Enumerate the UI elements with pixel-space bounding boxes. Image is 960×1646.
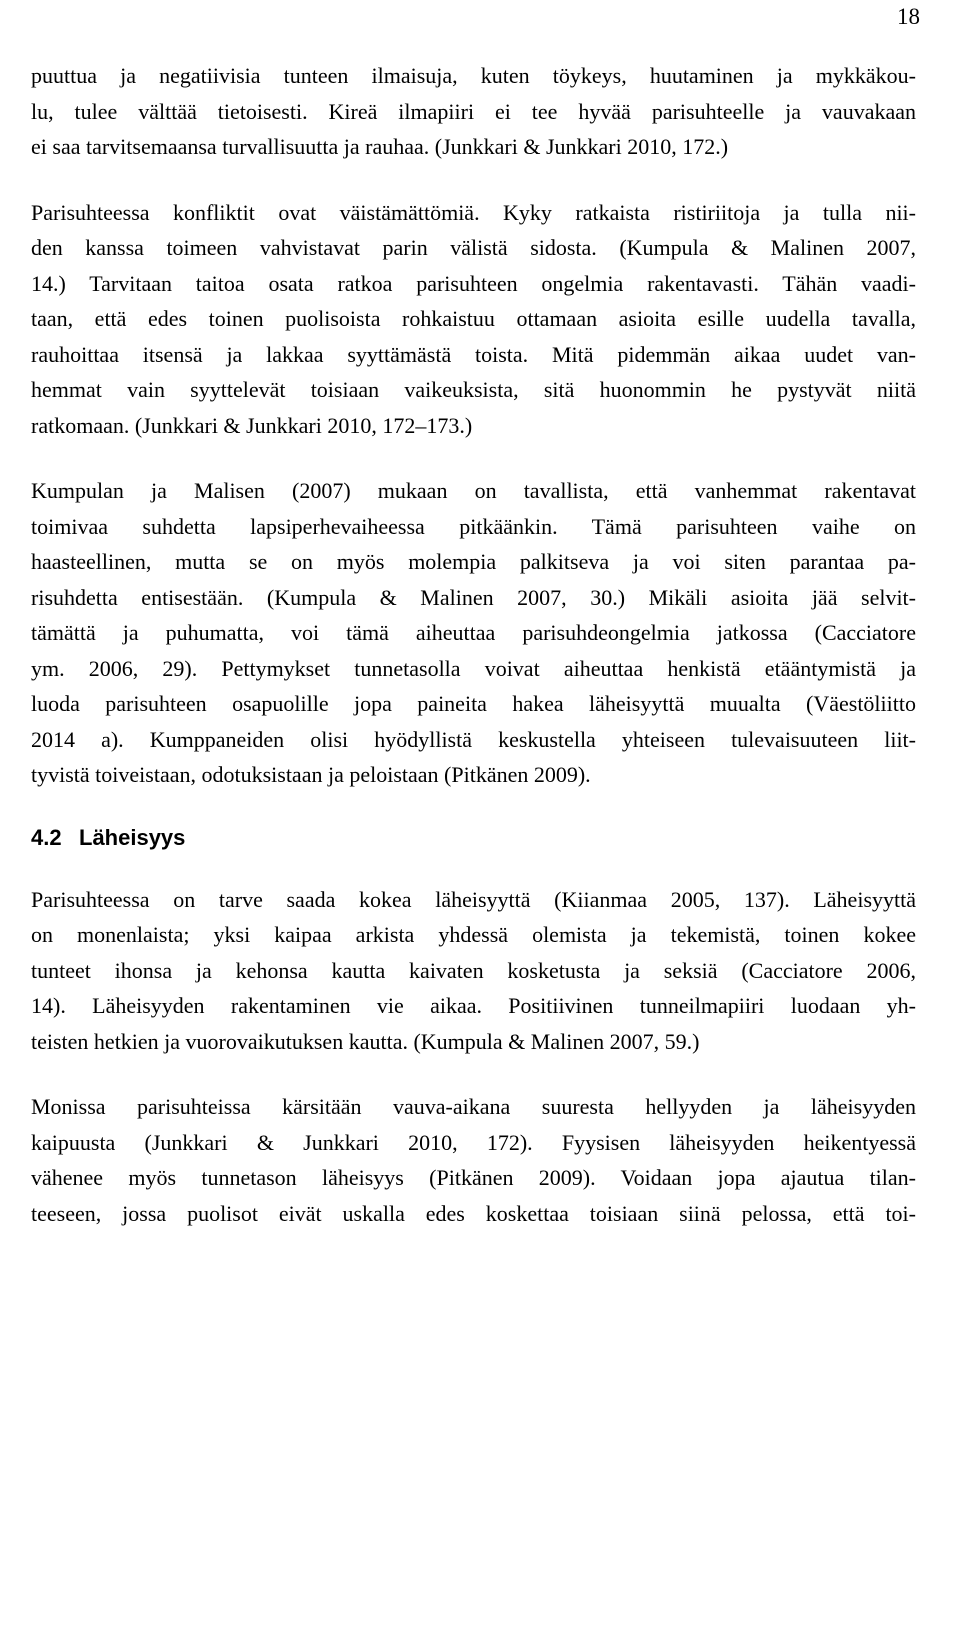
- text-line: puuttua ja negatiivisia tunteen ilmaisuja, kuten töykeys, huutaminen ja mykkäkou-: [31, 63, 916, 88]
- text-line: ratkomaan. (Junkkari & Junkkari 2010, 172–173.): [31, 412, 473, 438]
- text-line: luoda parisuhteen osapuolille jopa paineita hakea läheisyyttä muualta (Väestöliitto: [31, 691, 916, 716]
- text-line: 14.) Tarvitaan taitoa osata ratkoa parisuhteen ongelmia rakentavasti. Tähän vaadi-: [31, 270, 916, 296]
- paragraph: [31, 1089, 916, 1231]
- text-line: lu, tulee välttää tietoisesti. Kireä ilmapiiri ei tee hyvää parisuhteelle ja vauvakaan: [31, 98, 916, 124]
- section-title: Läheisyys: [79, 824, 186, 850]
- text-line: Parisuhteessa on tarve saada kokea läheisyyttä (Kiianmaa 2005, 137). Läheisyyttä: [31, 886, 916, 912]
- document-body: [31, 58, 916, 1231]
- text-line: tyvistä toiveistaan, odotuksistaan ja peloistaan (Pitkänen 2009).: [31, 762, 591, 787]
- paragraph: [31, 195, 916, 444]
- text-line: hemmat vain syyttelevät toisiaan vaikeuksista, sitä huonommin he pystyvät niitä: [31, 377, 916, 402]
- text-line: ym. 2006, 29). Pettymykset tunnetasolla voivat aiheuttaa henkistä etääntymistä ja: [31, 655, 916, 681]
- text-line: tämättä ja puhumatta, voi tämä aiheuttaa parisuhdeongelmia jatkossa (Cacciatore: [31, 620, 916, 645]
- text-line: 14). Läheisyyden rakentaminen vie aikaa. Positiivinen tunneilmapiiri luodaan yh-: [31, 993, 916, 1018]
- text-line: Kumpulan ja Malisen (2007) mukaan on tavallista, että vanhemmat rakentavat: [31, 478, 916, 503]
- text-line: haasteellinen, mutta se on myös molempia palkitseva ja voi siten parantaa pa-: [31, 549, 916, 574]
- paragraph: [31, 58, 916, 165]
- text-line: kaipuusta (Junkkari & Junkkari 2010, 172). Fyysisen läheisyyden heikentyessä: [31, 1129, 916, 1155]
- section-heading: [31, 815, 916, 860]
- text-line: teeseen, jossa puolisot eivät uskalla edes koskettaa toisiaan siinä pelossa, että toi-: [31, 1200, 916, 1226]
- text-line: on monenlaista; yksi kaipaa arkista yhdessä olemista ja tekemistä, toinen kokee: [31, 922, 916, 947]
- text-line: teisten hetkien ja vuorovaikutuksen kautta. (Kumpula & Malinen 2007, 59.): [31, 1028, 700, 1054]
- text-line: 2014 a). Kumppaneiden olisi hyödyllistä keskustella yhteiseen tulevaisuuteen liit-: [31, 726, 916, 752]
- text-line: ei saa tarvitsemaansa turvallisuutta ja rauhaa. (Junkkari & Junkkari 2010, 172.): [31, 134, 729, 159]
- section-number: 4.2: [31, 824, 62, 850]
- text-line: rauhoittaa itsensä ja lakkaa syyttämästä toista. Mitä pidemmän aikaa uudet van-: [31, 341, 916, 367]
- text-line: toimivaa suhdetta lapsiperhevaiheessa pitkäänkin. Tämä parisuhteen vaihe on: [31, 513, 916, 539]
- text-line: vähenee myös tunnetason läheisyys (Pitkänen 2009). Voidaan jopa ajautua tilan-: [31, 1165, 916, 1190]
- text-line: tunteet ihonsa ja kehonsa kautta kaivaten kosketusta ja seksiä (Cacciatore 2006,: [31, 957, 916, 983]
- text-line: taan, että edes toinen puolisoista rohkaistuu ottamaan asioita esille uudella tavalla,: [31, 306, 916, 331]
- paragraph: [31, 473, 916, 793]
- text-line: den kanssa toimeen vahvistavat parin välistä sidosta. (Kumpula & Malinen 2007,: [31, 235, 916, 260]
- text-line: Parisuhteessa konfliktit ovat väistämättömiä. Kyky ratkaista ristiriitoja ja tulla nii-: [31, 199, 916, 225]
- paragraph: [31, 882, 916, 1060]
- page-number: 18: [897, 4, 920, 29]
- text-line: risuhdetta entisestään. (Kumpula & Malinen 2007, 30.) Mikäli asioita jää selvit-: [31, 584, 916, 610]
- text-line: Monissa parisuhteissa kärsitään vauva-aikana suuresta hellyyden ja läheisyyden: [31, 1094, 916, 1119]
